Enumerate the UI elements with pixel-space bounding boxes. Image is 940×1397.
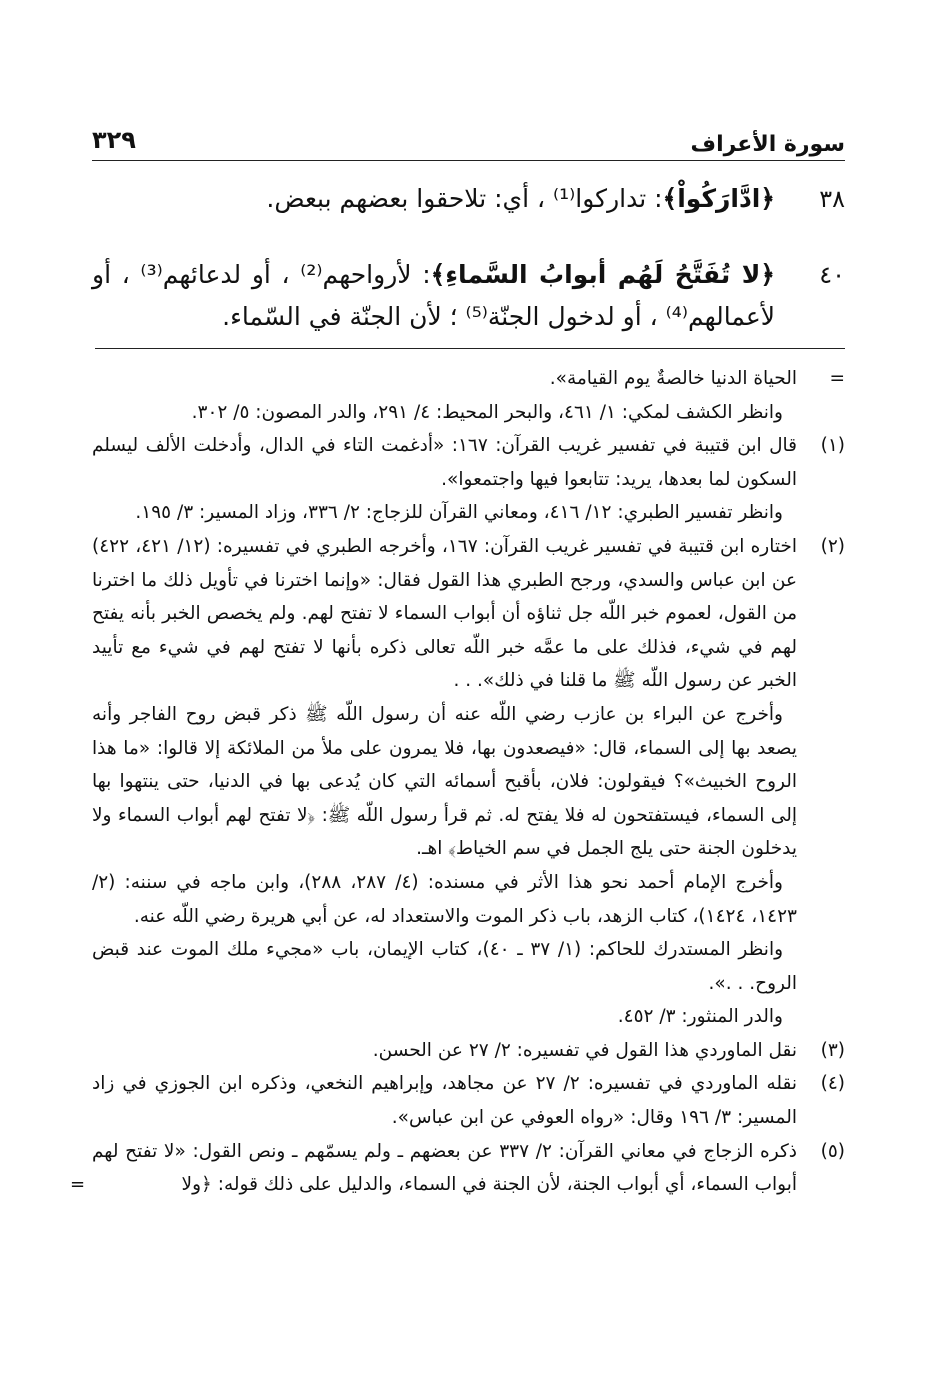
verse-commentary: [92, 254, 775, 338]
footnote-number: (٥): [820, 1140, 845, 1162]
running-title: سورة الأعراف: [690, 132, 845, 157]
footnote-number: (١): [820, 435, 845, 457]
verse-number: ٤٠: [819, 261, 845, 289]
footnote-paragraph: نقله الماوردي في تفسيره: ٢/ ٢٧ عن مجاهد، وإبراهيم النخعي، وذكره ابن الجوزي في زاد المسير: ٣/ ١٩٦ وقال: «رواه العوفي عن ابن عباس».: [92, 1073, 797, 1129]
footnote: [70, 1135, 845, 1202]
header-rule: [92, 160, 845, 161]
footnote-paragraph: وانظر المستدرك للحاكم: (١/ ٣٧ ـ ٤٠)، كتاب الإيمان، باب «مجيء ملك الموت عند قبض الروح. . .».: [92, 939, 797, 994]
footnote-paragraph: قال ابن قتيبة في تفسير غريب القرآن: ١٦٧: «أدغمت التاء في الدال، وأدخلت الألف ليسلم السكون لما بعدها، يريد: تتابعوا فيها واجتمعوا».: [92, 435, 797, 490]
footnote-number: (٤): [820, 1073, 845, 1095]
footnote-paragraph: الحياة الدنيا خالصةٌ يوم القيامة».: [549, 368, 797, 389]
footnote: [92, 1067, 845, 1134]
commentary-text: : تداركوا⁽¹⁾ ، أي: تلاحقوا بعضهم ببعض.: [266, 184, 663, 213]
footnote: [92, 530, 845, 1034]
verse-entry: [92, 254, 845, 338]
footnote: [92, 429, 845, 530]
footnote-paragraph: وأخرج الإمام أحمد نحو هذا الأثر في مسنده: (٤/ ٢٨٧، ٢٨٨)، وابن ماجه في سننه: (٢/ ١٤٢٣، ١٤٢٤)، كتاب الزهد، باب ذكر الموت والاستعداد له، عن أبي هريرة رضي اللّه عنه.: [92, 871, 797, 927]
footnote-paragraph: اختاره ابن قتيبة في تفسير غريب القرآن: ١٦٧، وأخرجه الطبري في تفسيره: (١٢/ ٤٢١، ٤٢٢) عن ابن عباس والسدي، ورجح الطبري هذا القول فقال: «وإنما اخترنا في تأويل ذلك ما اخترنا من القول، لعموم خبر اللّه جل ثناؤه أن أبواب السماء لا تفتح لهم. ولم يخصص الخبر بأنه يفتح لهم في شيء، فذلك على ما عمَّه خبر اللّه تعالى ذكره بأنها لا تفتح لهم في شيء مع تأييد الخبر عن رسول اللّه ﷺ ما قلنا في ذلك». . .: [92, 535, 797, 692]
footnote-paragraph: وانظر الكشف لمكي: ١/ ٤٦١، والبحر المحيط: ٤/ ٢٩١، والدر المصون: ٥/ ٣٠٢.: [191, 401, 783, 423]
footnote-continuation: [92, 362, 845, 429]
quran-quote: ﴿لا تُفَتَّحُ لَهُم أبوابُ السَّماءِ﴾: [430, 260, 775, 289]
footnote-paragraph: والدر المنثور: ٣/ ٤٥٢.: [617, 1006, 783, 1028]
footnotes: [70, 362, 845, 1202]
continued-mark: =: [70, 1174, 86, 1196]
commentary-text: : لأرواحهم⁽²⁾ ، أو لدعائهم⁽³⁾ ، أو لأعمالهم⁽⁴⁾ ، أو لدخول الجنّة⁽⁵⁾ ؛ لأن الجنّة في السّماء.: [92, 260, 775, 331]
footnote-paragraph: نقل الماوردي هذا القول في تفسيره: ٢/ ٢٧ عن الحسن.: [372, 1039, 797, 1061]
footnote-paragraph: وأخرج عن البراء بن عازب رضي اللّه عنه أن رسول اللّه ﷺ ذكر قبض روح الفاجر وأنه يصعد بها إلى السماء، قال: «فيصعدون بها، فلا يمرون على ملأ من الملائكة إلا قالوا: «ما هذا الروح الخبيث»؟ فيقولون: فلان، بأقبح أسمائه التي كان يُدعى بها في الدنيا، حتى ينتهوا بها إلى السماء، فيستفتحون له فلا يفتح له. ثم قرأ رسول اللّه ﷺ: ﴿لا تفتح لهم أبواب السماء ولا يدخلون الجنة حتى يلج الجمل في سم الخياط﴾ اهـ.: [92, 703, 797, 860]
footnote: [92, 1034, 845, 1068]
verse-commentary: [92, 178, 775, 220]
footnote-number: (٣): [820, 1039, 845, 1061]
verse-number: ٣٨: [819, 185, 845, 213]
footnote-rule: [95, 348, 845, 349]
verse-entry: [92, 178, 845, 220]
footnote-paragraph: ذكره الزجاج في معاني القرآن: ٢/ ٣٣٧ عن بعضهم ـ ولم يسمّهم ـ ونص القول: «لا تفتح لهم أبواب السماء، أي أبواب الجنة، لأن الجنة في السماء، والدليل على ذلك قوله: ﴿ولا: [92, 1140, 797, 1196]
continuation-mark: =: [829, 368, 845, 389]
footnote-paragraph: وانظر تفسير الطبري: ١٢/ ٤١٦، ومعاني القرآن للزجاج: ٢/ ٣٣٦، وزاد المسير: ٣/ ١٩٥.: [135, 502, 783, 524]
page-number: ٣٢٩: [92, 126, 136, 154]
quran-quote: ﴿ادَّارَكُواْ﴾: [662, 184, 775, 213]
footnote-number: (٢): [820, 535, 845, 557]
